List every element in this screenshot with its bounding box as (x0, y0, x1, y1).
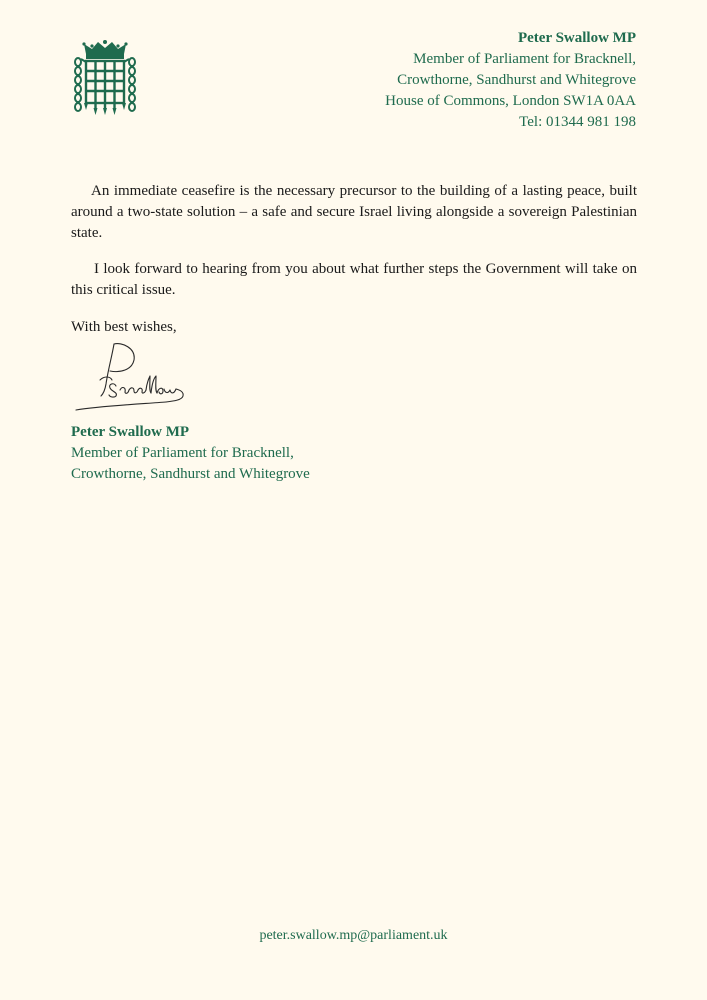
signature-image (70, 340, 200, 416)
letterhead-name: Peter Swallow MP (517, 30, 636, 46)
letterhead-constituency-line2: Crowthorne, Sandhurst and Whitegrove (397, 72, 636, 88)
letterhead-constituency-line1: Member of Parliament for Bracknell, (413, 51, 636, 67)
letterhead (385, 28, 636, 133)
body-paragraph-2: I look forward to hearing from you about what further steps the Government will take on this critical issue. (71, 261, 637, 298)
closing-salutation: With best wishes, (71, 319, 177, 335)
signature-block (71, 422, 310, 485)
signatory-name: Peter Swallow MP (71, 424, 190, 440)
letterhead-telephone: Tel: 01344 981 198 (519, 114, 636, 130)
signatory-title-line2: Crowthorne, Sandhurst and Whitegrove (71, 466, 310, 482)
letterhead-address: House of Commons, London SW1A 0AA (385, 93, 636, 109)
signatory-title-line1: Member of Parliament for Bracknell, (71, 445, 294, 461)
portcullis-icon (72, 40, 138, 116)
footer-email: peter.swallow.mp@parliament.uk (259, 928, 448, 943)
body-paragraph-1: An immediate ceasefire is the necessary precursor to the building of a lasting peace, built around a two-state solution – a safe and secure Israel living alongside a sovereign Palestinian state. (71, 183, 637, 241)
